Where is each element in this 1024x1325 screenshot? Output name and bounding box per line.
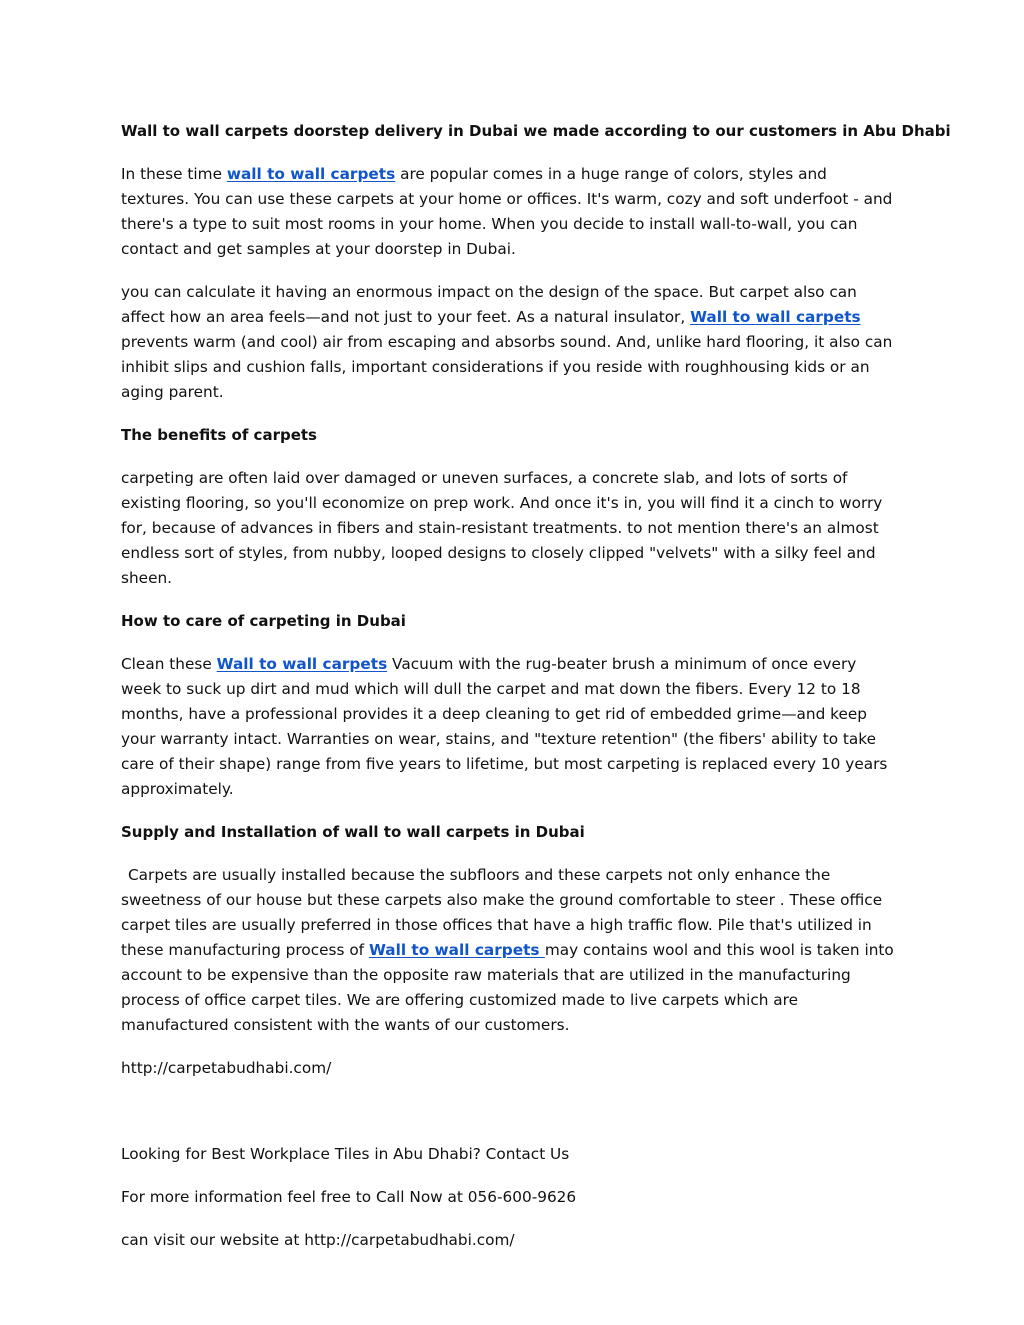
document-page <box>121 119 951 1271</box>
blank-gap <box>121 1099 899 1142</box>
supply-text-end: may contains wool and this wool is taken into account to be expensive than the opposite raw materials that are utilized in the manufacturing process of office carpet tiles. We are offering customized made to live carpets which are manufactured consistent with the wants of our customers. <box>121 941 894 1034</box>
benefits-heading: The benefits of carpets <box>121 426 317 444</box>
care-heading: How to care of carpeting in Dubai <box>121 612 406 630</box>
contact-line: Looking for Best Workplace Tiles in Abu Dhabi? Contact Us <box>121 1145 570 1163</box>
wall-to-wall-carpets-link-1[interactable]: wall to wall carpets <box>226 165 396 183</box>
visit-website-line: can visit our website at http://carpetabudhabi.com/ <box>121 1231 515 1249</box>
intro-text-start: In these time <box>121 165 227 183</box>
care-paragraph <box>121 652 899 802</box>
phone-line: For more information feel free to Call Now at 056-600-9626 <box>121 1188 577 1206</box>
supply-text-start: Carpets are usually installed because the subfloors and these carpets not only enhance the sweetness of our house but these carpets also make the ground comfortable to steer . These office carpet tiles are usually preferred in those offices that have a high traffic flow. Pile that's utilized in these manufacturing process of <box>121 866 883 959</box>
supply-heading: Supply and Installation of wall to wall carpets in Dubai <box>121 823 585 841</box>
wall-to-wall-carpets-link-4[interactable]: Wall to wall carpets <box>368 941 545 959</box>
benefits-paragraph: carpeting are often laid over damaged or uneven surfaces, a concrete slab, and lots of sorts of existing flooring, so you'll economize on prep work. And once it's in, you will find it a cinch to worry for, because of advances in fibers and stain-resistant treatments. to not mention there's an almost endless sort of styles, from nubby, looped designs to closely clipped "velvets" with a silky feel and sheen. <box>121 469 883 587</box>
care-text-start: Clean these <box>121 655 217 673</box>
impact-paragraph <box>121 280 899 405</box>
intro-paragraph <box>121 162 899 262</box>
supply-paragraph <box>121 863 899 1038</box>
wall-to-wall-carpets-link-2[interactable]: Wall to wall carpets <box>690 308 861 326</box>
document-title: Wall to wall carpets doorstep delivery in Dubai we made according to our customers in Abu Dhabi <box>121 122 951 140</box>
care-text-end: Vacuum with the rug-beater brush a minimum of once every week to suck up dirt and mud which will dull the carpet and mat down the fibers. Every 12 to 18 months, have a professional provides it a deep cleaning to get rid of embedded grime—and keep your warranty intact. Warranties on wear, stains, and "texture retention" (the fibers' ability to take care of their shape) range from five years to lifetime, but most carpeting is replaced every 10 years approximately. <box>121 655 888 798</box>
website-url: http://carpetabudhabi.com/ <box>121 1059 332 1077</box>
impact-text-start: you can calculate it having an enormous impact on the design of the space. But carpet also can affect how an area feels—and not just to your feet. As a natural insulator, <box>121 283 857 326</box>
wall-to-wall-carpets-link-3[interactable]: Wall to wall carpets <box>216 655 388 673</box>
intro-text-end: are popular comes in a huge range of colors, styles and textures. You can use these carpets at your home or offices. It's warm, cozy and soft underfoot - and there's a type to suit most rooms in your home. When you decide to install wall-to-wall, you can contact and get samples at your doorstep in Dubai. <box>121 165 893 258</box>
impact-text-end: prevents warm (and cool) air from escaping and absorbs sound. And, unlike hard flooring, it also can inhibit slips and cushion falls, important considerations if you reside with roughhousing kids or an aging parent. <box>121 333 893 401</box>
